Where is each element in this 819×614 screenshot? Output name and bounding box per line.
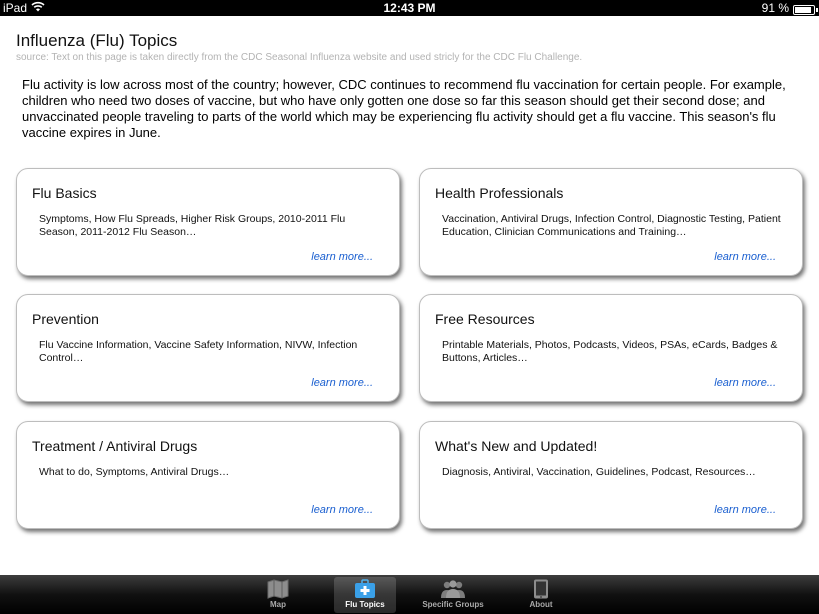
first-aid-kit-icon (353, 579, 377, 599)
source-note: source: Text on this page is taken directly from the CDC Seasonal Influenza website and used stricly for the CDC Flu Challenge. (16, 52, 583, 63)
tab-map[interactable] (247, 577, 309, 613)
tab-specific-groups[interactable] (422, 577, 484, 613)
card-title: Prevention (32, 311, 99, 327)
card-description: Printable Materials, Photos, Podcasts, Videos, PSAs, eCards, Badges & Buttons, Articles… (442, 339, 778, 364)
page-title: Influenza (Flu) Topics (16, 31, 178, 50)
learn-more-link[interactable]: learn more... (714, 504, 776, 516)
card-description: Symptoms, How Flu Spreads, Higher Risk Groups, 2010-2011 Flu Season, 2011-2012 Flu Season… (39, 213, 346, 238)
main-content (0, 16, 819, 575)
topic-card-prevention[interactable] (16, 294, 400, 402)
tab-label: Specific Groups (422, 600, 484, 609)
battery-percent: 91 % (761, 1, 789, 15)
clock: 12:43 PM (383, 1, 436, 15)
learn-more-link[interactable]: learn more... (311, 504, 373, 516)
learn-more-link[interactable]: learn more... (714, 251, 776, 263)
map-icon (266, 579, 290, 599)
tab-label: Flu Topics (345, 600, 385, 609)
battery-icon (793, 5, 815, 15)
topic-card-health-professionals[interactable] (419, 168, 803, 276)
ipad-device-icon (529, 579, 553, 599)
card-title: Treatment / Antiviral Drugs (32, 438, 198, 454)
tab-flu-topics[interactable] (334, 577, 396, 613)
card-description: What to do, Symptoms, Antiviral Drugs… (39, 466, 230, 478)
status-bar (0, 0, 819, 16)
group-icon (439, 579, 467, 599)
topic-card-free-resources[interactable] (419, 294, 803, 402)
card-description: Vaccination, Antiviral Drugs, Infection Control, Diagnostic Testing, Patient Education, Clinician Communications and Training… (442, 213, 781, 238)
tab-label: About (529, 600, 553, 609)
card-title: Health Professionals (435, 185, 564, 201)
learn-more-link[interactable]: learn more... (311, 251, 373, 263)
tab-label: Map (270, 600, 286, 609)
card-title: What's New and Updated! (435, 438, 598, 454)
card-description: Flu Vaccine Information, Vaccine Safety Information, NIVW, Infection Control… (39, 339, 358, 364)
intro-paragraph: Flu activity is low across most of the country; however, CDC continues to recommend flu vaccination for certain people. For example, children who need two doses of vaccine, but who have only gotten one dose so far this season should get their second dose; and unvaccinated people traveling to parts of the world which may be experiencing flu activity should get a flu vaccine. This season's flu vaccine expires in June. (22, 77, 786, 140)
learn-more-link[interactable]: learn more... (311, 377, 373, 389)
tab-about[interactable] (510, 577, 572, 613)
card-title: Free Resources (435, 311, 535, 327)
tab-bar (0, 575, 819, 614)
device-name: iPad (3, 1, 28, 15)
card-title: Flu Basics (32, 185, 97, 201)
topic-card-treatment[interactable] (16, 421, 400, 529)
learn-more-link[interactable]: learn more... (714, 377, 776, 389)
topic-card-whats-new[interactable] (419, 421, 803, 529)
card-description: Diagnosis, Antiviral, Vaccination, Guidelines, Podcast, Resources… (442, 466, 756, 478)
topic-card-flu-basics[interactable] (16, 168, 400, 276)
